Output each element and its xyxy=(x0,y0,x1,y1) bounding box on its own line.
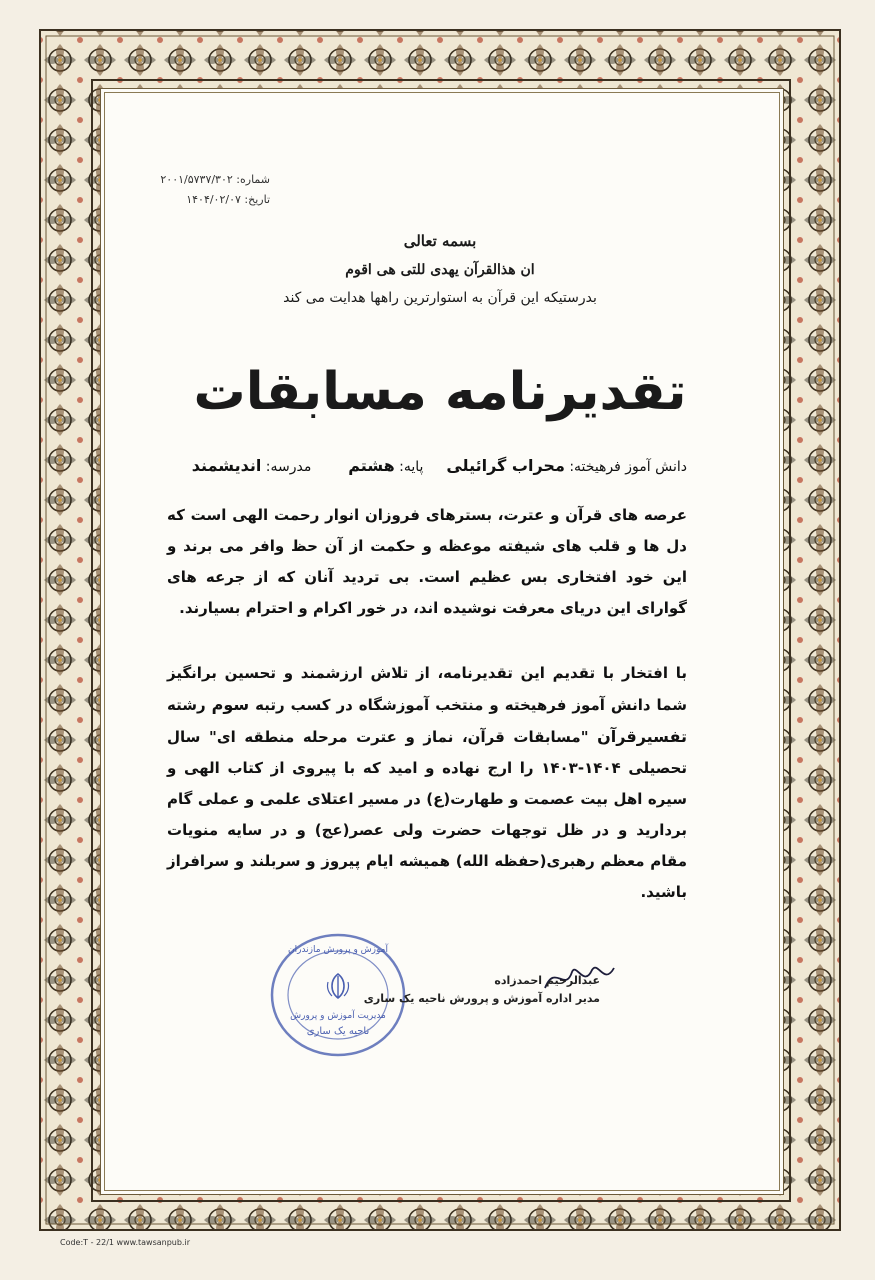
rank-value: سوم xyxy=(211,695,250,714)
school-name: اندیشمند xyxy=(191,456,262,475)
seal-bottom-text: ناحیه یک ساری xyxy=(306,1026,370,1037)
basmala: بسمه تعالی xyxy=(403,232,477,250)
student-grade: هشتم xyxy=(348,456,395,475)
school-label: مدرسه: xyxy=(265,459,312,475)
certificate-title: تقدیرنامه مسابقات xyxy=(193,362,687,422)
body-paragraph-2 xyxy=(167,658,687,908)
number-value: ۲۰۰۱/۵۷۳۷/۳۰۲ xyxy=(160,173,233,186)
verse-translation: بدرستیکه این قرآن به استوارترین راهها هدایت می کند xyxy=(283,290,597,306)
paragraph-2-rest: "مسابقات قرآن، نماز و عترت مرحله منطقه ای" سال تحصیلی ۱۴۰۴-۱۴۰۳ را ارج نهاده و امید که با پیروی از کتاب الهی و سیره اهل بیت عصمت و طهارت(ع) در مسیر اعتلای علمی و عملی گام بردارید و در ظل توجهات حضرت ولی عصر(عج) و در سایه منویات مقام معظم رهبری(حفظه الله) همیشه ایام پیروز و سربلند و سرافراز باشید. xyxy=(167,728,687,901)
grade-label: پایه: xyxy=(399,459,424,475)
signatory-name: عبدالرحیم احمدزاده xyxy=(494,974,600,987)
quran-verse: ان هذالقرآن یهدی للتی هی اقوم xyxy=(345,262,535,278)
letter-date xyxy=(120,190,270,210)
number-label: شماره: xyxy=(236,173,270,186)
student-label: دانش آموز فرهیخته: xyxy=(569,459,687,475)
student-info xyxy=(147,456,687,475)
field-value: تفسیرقرآن xyxy=(597,727,687,746)
letter-meta xyxy=(120,170,270,210)
footer-code: Code:T - 22/1 www.tawsanpub.ir xyxy=(60,1238,190,1247)
paragraph-2-field-label: رشته xyxy=(167,696,206,714)
signatory-position: مدیر اداره آموزش و پرورش ناحیه یک ساری xyxy=(363,992,600,1005)
student-name: محراب گرائیلی xyxy=(446,456,565,475)
seal-top-text: آموزش و پرورش مازندران xyxy=(288,945,388,955)
body-paragraph-1: عرصه های قرآن و عترت، بسترهای فروزان انوار رحمت الهی است که دل ها و قلب های شیفته موعظه و حکمت از آن حظ وافر می برند و این خود افتخاری بس عظیم است. بی تردید آنان که از جرعه های گوارای این دریای معرفت نوشیده اند، در خور اکرام و احترام بسیارند. xyxy=(167,506,687,617)
date-value: ۱۴۰۴/۰۲/۰۷ xyxy=(186,193,241,206)
letter-number xyxy=(120,170,270,190)
paragraph-2-intro: با افتخار با تقدیم این تقدیرنامه، از تلاش ارزشمند و تحسین برانگیز شما دانش آموز فرهیخته و منتخب آموزشگاه در کسب رتبه xyxy=(167,664,687,714)
certificate-content-area xyxy=(100,88,784,1195)
seal-middle-text: مدیریت آموزش و پرورش xyxy=(290,1011,386,1021)
date-label: تاریخ: xyxy=(244,193,270,206)
signatory xyxy=(300,972,600,1008)
